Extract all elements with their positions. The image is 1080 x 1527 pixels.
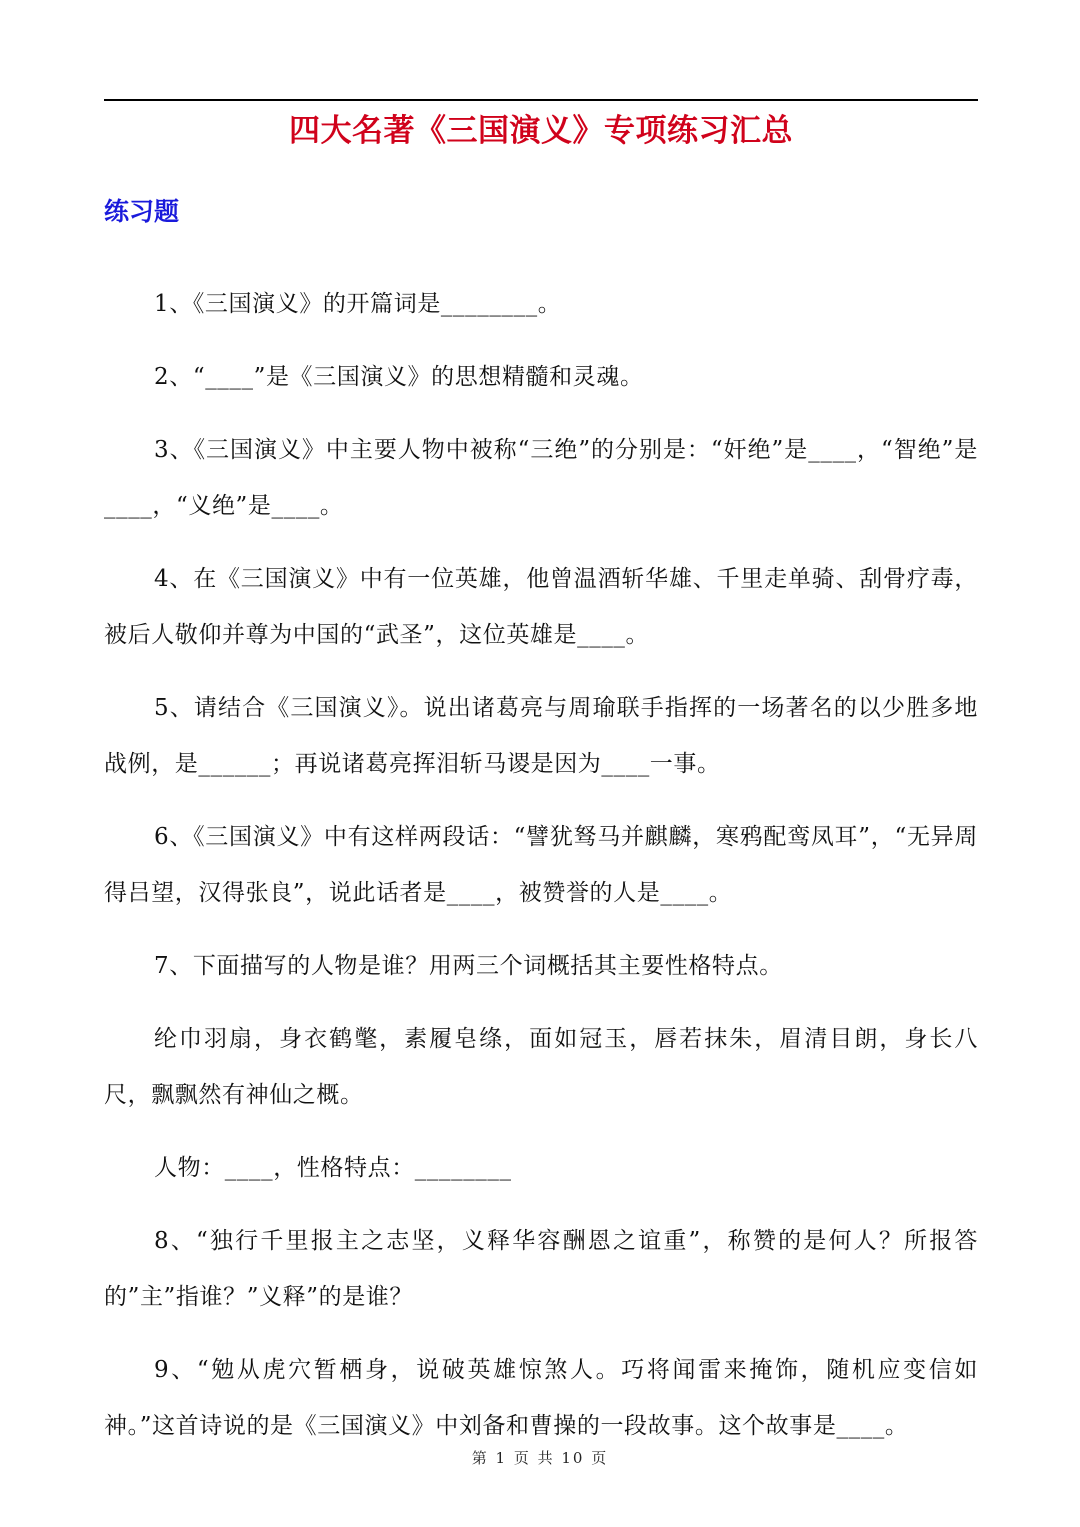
question-5: 5、请结合《三国演义》。说出诸葛亮与周瑜联手指挥的一场著名的以少胜多地战例，是______；再说诸葛亮挥泪斩马谡是因为____一事。 xyxy=(104,695,978,777)
section-heading: 练习题 xyxy=(104,197,180,226)
question-8: 8、“独行千里报主之志坚，义释华容酬恩之谊重”，称赞的是何人？所报答的”主”指谁？”义释”的是谁？ xyxy=(104,1228,978,1310)
question-7-passage: 纶巾羽扇，身衣鹤氅，素履皂绦，面如冠玉，唇若抹朱，眉清目朗，身长八尺，飘飘然有神仙之概。 xyxy=(104,1026,978,1108)
question-1: 1、《三国演义》的开篇词是________。 xyxy=(154,291,562,317)
question-4: 4、在《三国演义》中有一位英雄，他曾温酒斩华雄、千里走单骑、刮骨疗毒，被后人敬仰并尊为中国的“武圣”，这位英雄是____。 xyxy=(104,566,978,648)
question-3: 3、《三国演义》中主要人物中被称“三绝”的分别是：“奸绝”是____，“智绝”是____，“义绝”是____。 xyxy=(104,437,978,519)
page-number: 第 1 页 共 10 页 xyxy=(471,1449,609,1467)
question-7-answer-line: 人物：____，性格特点：________ xyxy=(154,1155,512,1181)
document-body xyxy=(104,276,978,1471)
question-6: 6、《三国演义》中有这样两段话：“譬犹驽马并麒麟，寒鸦配鸾凤耳”，“无异周得吕望，汉得张良”，说此话者是____，被赞誉的人是____。 xyxy=(104,824,978,906)
question-9: 9、“勉从虎穴暂栖身，说破英雄惊煞人。巧将闻雷来掩饰，随机应变信如神。”这首诗说的是《三国演义》中刘备和曹操的一段故事。这个故事是____。 xyxy=(104,1357,978,1439)
question-2: 2、“____”是《三国演义》的思想精髓和灵魂。 xyxy=(154,364,644,390)
document-title: 四大名著《三国演义》专项练习汇总 xyxy=(289,113,793,149)
question-7: 7、下面描写的人物是谁？用两三个词概括其主要性格特点。 xyxy=(154,953,783,979)
header-rule xyxy=(104,99,978,101)
